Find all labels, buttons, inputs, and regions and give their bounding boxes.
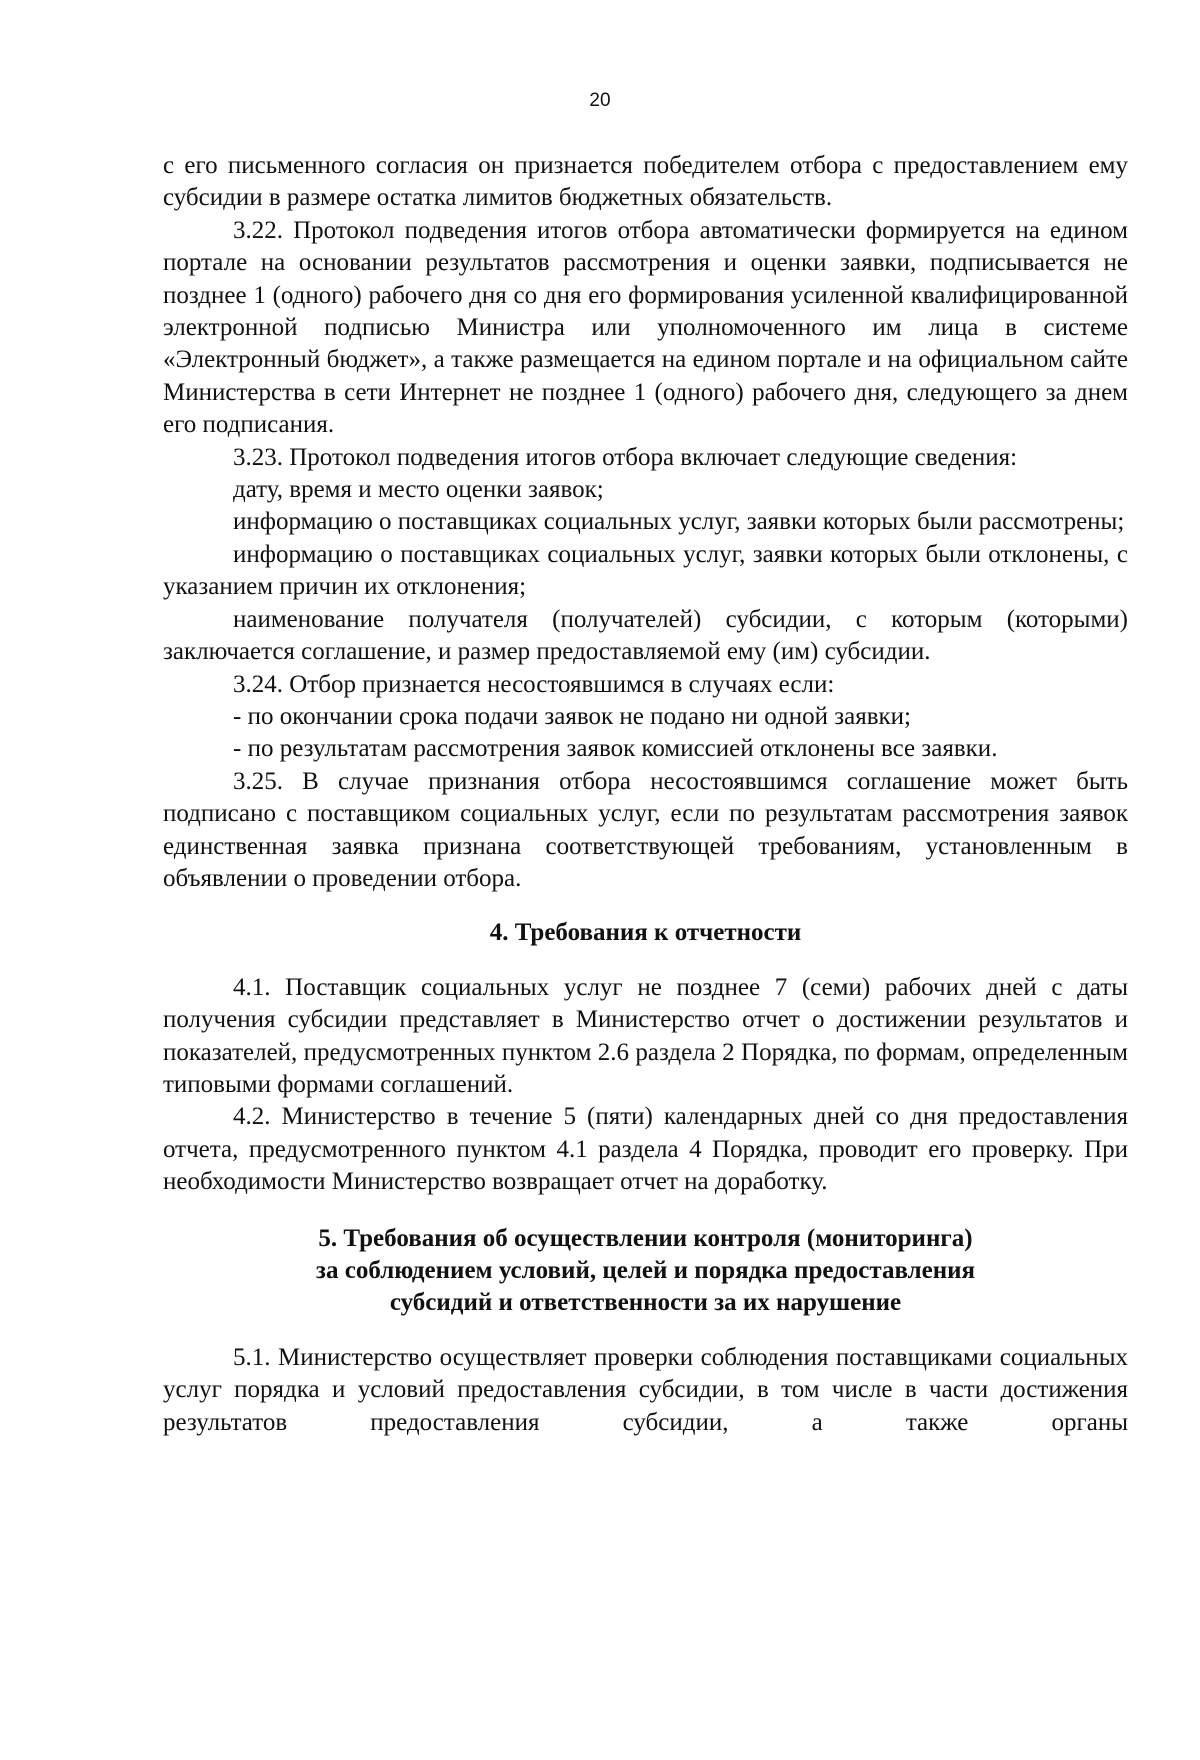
list-item: информацию о поставщиках социальных услуг, заявки которых были рассмотрены; xyxy=(233,508,1125,536)
list-item: дату, время и место оценки заявок; xyxy=(233,476,604,504)
paragraph-3-25: 3.25. В случае признания отбора несостоявшимся соглашение может быть подписано с поставщиком социальных услуг, если по результатам рассмотрения заявок единственная заявка признана соответствующей требованиям, установленным в объявлении о проведении отбора. xyxy=(163,767,1128,892)
list-item: - по результатам рассмотрения заявок комиссией отклонены все заявки. xyxy=(233,735,998,763)
section-5-heading xyxy=(163,1223,1128,1320)
paragraph-3-22: 3.22. Протокол подведения итогов отбора автоматически формируется на едином портале на основании результатов рассмотрения и оценки заявки, подписывается не позднее 1 (одного) рабочего дня со дня его формирования усиленной квалифицированной электронной подписью Министра или уполномоченного им лица в системе «Электронный бюджет», а также размещается на едином портале и на официальном сайте Министерства в сети Интернет не позднее 1 (одного) рабочего дня, следующего за днем его подписания. xyxy=(163,216,1128,439)
paragraph-4-2: 4.2. Министерство в течение 5 (пяти) календарных дней со дня предоставления отчета, предусмотренного пунктом 4.1 раздела 4 Порядка, проводит его проверку. При необходимости Министерство возвращает отчет на доработку. xyxy=(163,1103,1128,1196)
document-body xyxy=(163,150,1128,1439)
paragraph-3-23: 3.23. Протокол подведения итогов отбора включает следующие сведения: xyxy=(233,443,1018,471)
paragraph-continuation: с его письменного согласия он признается победителем отбора с предоставлением ему субсидии в размере остатка лимитов бюджетных обязательств. xyxy=(163,152,1128,212)
list-item: информацию о поставщиках социальных услуг, заявки которых были отклонены, с указанием причин их отклонения; xyxy=(163,540,1128,601)
paragraph-3-24: 3.24. Отбор признается несостоявшимся в случаях если: xyxy=(233,670,835,698)
list-item: наименование получателя (получателей) субсидии, с которым (которыми) заключается соглашение, и размер предоставляемой ему (им) субсидии. xyxy=(163,605,1128,666)
page-number: 20 xyxy=(589,90,611,111)
section-5-heading-line: субсидий и ответственности за их нарушение xyxy=(389,1289,902,1317)
list-item: - по окончании срока подачи заявок не подано ни одной заявки; xyxy=(233,702,911,730)
section-5-heading-line: за соблюдением условий, целей и порядка предоставления xyxy=(315,1257,976,1284)
paragraph-5-1: 5.1. Министерство осуществляет проверки соблюдения поставщиками социальных услуг порядка и условий предоставления субсидии, в том числе в части достижения результатов предоставления субсидии, а также органы xyxy=(163,1343,1128,1436)
section-5-heading-line: 5. Требования об осуществлении контроля (мониторинга) xyxy=(318,1224,973,1252)
paragraph-4-1: 4.1. Поставщик социальных услуг не позднее 7 (семи) рабочих дней с даты получения субсидии представляет в Министерство отчет о достижении результатов и показателей, предусмотренных пунктом 2.6 раздела 2 Порядка, по формам, определенным типовыми формами соглашений. xyxy=(163,973,1128,1098)
section-4-heading: 4. Требования к отчетности xyxy=(489,919,802,947)
